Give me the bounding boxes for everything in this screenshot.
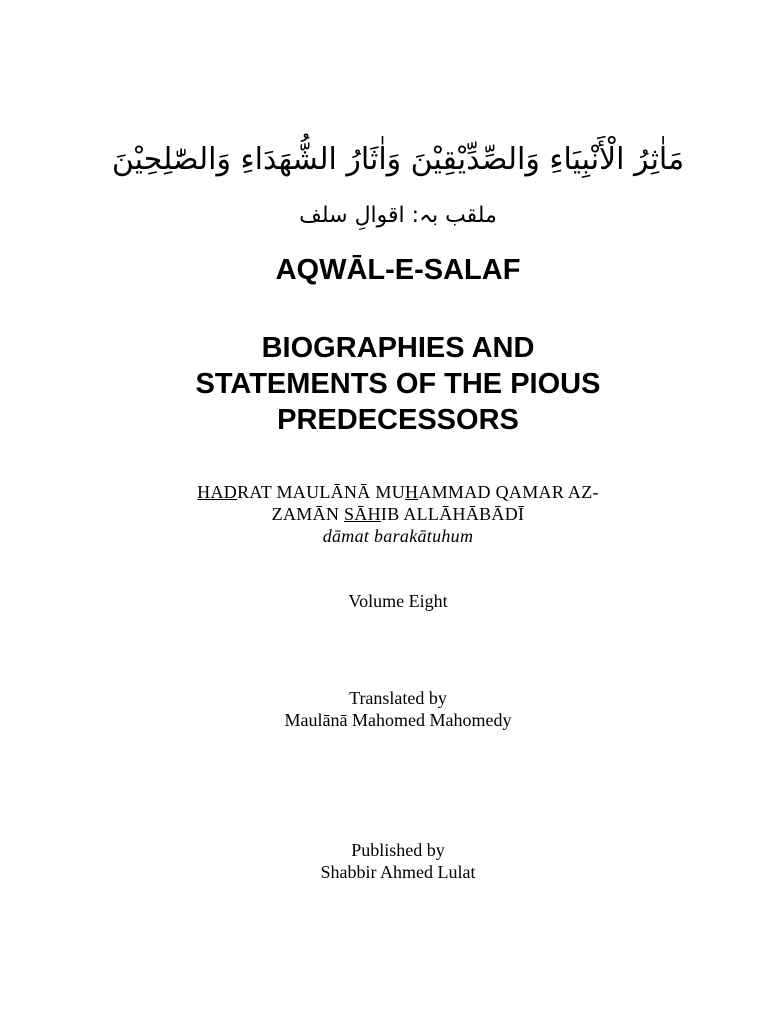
author-part: D (223, 482, 238, 502)
published-by-label: Published by (351, 840, 445, 860)
translator-block (0, 687, 768, 731)
author-part: H (367, 504, 381, 524)
author-line-2 (28, 503, 768, 525)
volume-label: Volume Eight (348, 591, 448, 611)
subtitle-line-2: STATEMENTS OF THE PIOUS (195, 368, 601, 400)
arabic-subtitle: ملقب بہ: اقوالِ سلف (299, 203, 497, 228)
author-part: H (197, 482, 211, 502)
book-subtitle (0, 330, 768, 438)
author-part: H (405, 482, 419, 502)
publisher-block (0, 839, 768, 883)
author-part: RAT MAULĀNĀ MU (237, 482, 405, 502)
subtitle-line-3: PREDECESSORS (277, 404, 519, 436)
author-part: A (210, 482, 224, 502)
author-part: Ā (354, 504, 368, 524)
translator-name: Maulānā Mahomed Mahomedy (284, 710, 512, 730)
author-line-1 (28, 481, 768, 503)
author-block (0, 481, 768, 547)
subtitle-line-1: BIOGRAPHIES AND (261, 332, 535, 364)
translated-by-label: Translated by (349, 688, 447, 708)
author-part: S (343, 504, 355, 524)
author-honorific: dāmat barakātuhum (322, 526, 474, 546)
author-part: AMMAD QAMAR AZ- (418, 482, 599, 502)
arabic-title: مَاٰثِرُ الْأَنْبِيَاءِ وَالصِّدِّيْقِيْنَ وَاٰثَارُ الشُّهَدَاءِ وَالصّٰلِحِيْنَ (111, 142, 685, 177)
publisher-name: Shabbir Ahmed Lulat (320, 862, 476, 882)
author-part: ZAMĀN (271, 504, 344, 524)
author-part: IB ALLĀHĀBĀDĪ (380, 504, 525, 524)
book-title: AQWĀL-E-SALAF (275, 254, 521, 286)
